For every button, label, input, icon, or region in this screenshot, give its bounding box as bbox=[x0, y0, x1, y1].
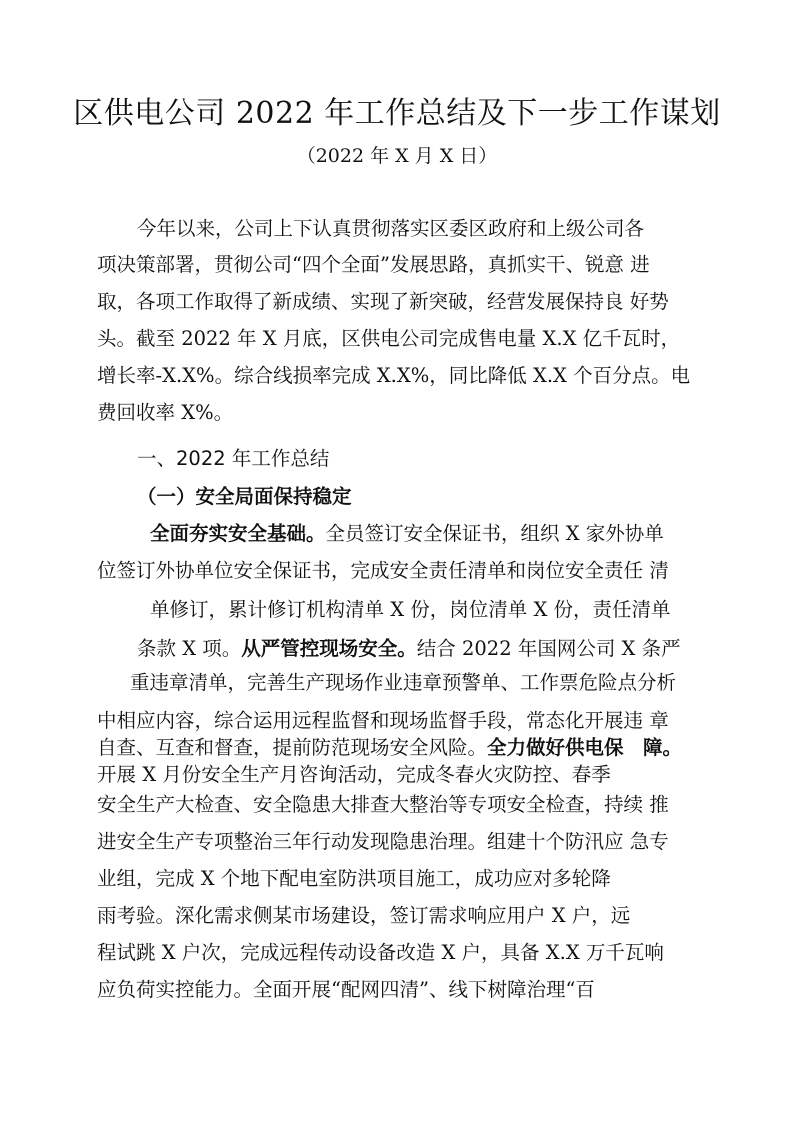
body-line-14: 应负荷实控能力。全面开展“配网四清”、线下树障治理“百 bbox=[97, 978, 595, 1001]
section-heading: 一、2022 年工作总结 bbox=[137, 447, 330, 470]
body-line-7-text: 自查、互查和督查，提前防范现场安全风险。 bbox=[97, 736, 488, 759]
body-line-4-text: 条款 X 项。 bbox=[137, 637, 242, 660]
body-line-3: 单修订，累计修订机构清单 X 份，岗位清单 X 份，责任清单 bbox=[150, 598, 671, 621]
body-line-1-text: 全员签订安全保证书，组织 X 家外协单 bbox=[325, 522, 664, 545]
body-line-1 bbox=[150, 521, 664, 547]
body-line-8: 开展 X 月份安全生产月咨询活动，完成冬春火灾防控、春季 bbox=[97, 763, 611, 786]
intro-line-4: 头。截至 2022 年 X 月底，区供电公司完成售电量 X.X 亿千瓦时， bbox=[97, 327, 681, 350]
subsection-heading: （一）安全局面保持稳定 bbox=[137, 485, 352, 508]
body-line-5: 重违章清单，完善生产现场作业违章预警单、工作票危险点分析 bbox=[130, 671, 677, 694]
body-line-4-text-2: 结合 2022 年国网公司 X 条严 bbox=[416, 637, 681, 660]
intro-line-5: 增长率-X.X%。综合线损率完成 X.X%，同比降低 X.X 个百分点。电 bbox=[97, 364, 691, 387]
body-line-7 bbox=[97, 735, 682, 761]
body-line-12: 雨考验。深化需求侧某市场建设，签订需求响应用户 X 户，远 bbox=[97, 904, 631, 927]
body-line-6: 中相应内容，综合运用远程监督和现场监督手段，常态化开展违 章 bbox=[97, 709, 669, 732]
lead-phrase-safety-foundation: 全面夯实安全基础。 bbox=[150, 522, 326, 545]
body-line-4 bbox=[137, 636, 681, 662]
intro-line-1: 今年以来，公司上下认真贯彻落实区委区政府和上级公司各 bbox=[137, 217, 645, 240]
document-title: 区供电公司 2022 年工作总结及下一步工作谋划 bbox=[73, 96, 721, 131]
body-line-9: 安全生产大检查、安全隐患大排查大整治等专项安全检查，持续 推 bbox=[97, 793, 669, 816]
body-line-10: 进安全生产专项整治三年行动发现隐患治理。组建十个防汛应 急专 bbox=[97, 830, 669, 853]
document-date: （2022 年 X 月 X 日） bbox=[296, 145, 498, 167]
intro-line-3: 取，各项工作取得了新成绩、实现了新突破，经营发展保持良 好势 bbox=[97, 290, 669, 313]
intro-line-6: 费回收率 X%。 bbox=[97, 401, 234, 424]
body-line-11: 业组，完成 X 个地下配电室防洪项目施工，成功应对多轮降 bbox=[97, 867, 611, 890]
intro-line-2: 项决策部署，贯彻公司“四个全面”发展思路，真抓实干、锐意 进 bbox=[97, 253, 650, 276]
lead-phrase-site-safety: 从严管控现场安全。 bbox=[241, 637, 417, 660]
body-line-2: 位签订外协单位安全保证书，完成安全责任清单和岗位安全责任 清 bbox=[97, 559, 669, 582]
lead-phrase-power-supply: 全力做好供电保 障。 bbox=[487, 736, 683, 759]
body-line-13: 程试跳 X 户次，完成远程传动设备改造 X 户，具备 X.X 万千瓦响 bbox=[97, 941, 664, 964]
